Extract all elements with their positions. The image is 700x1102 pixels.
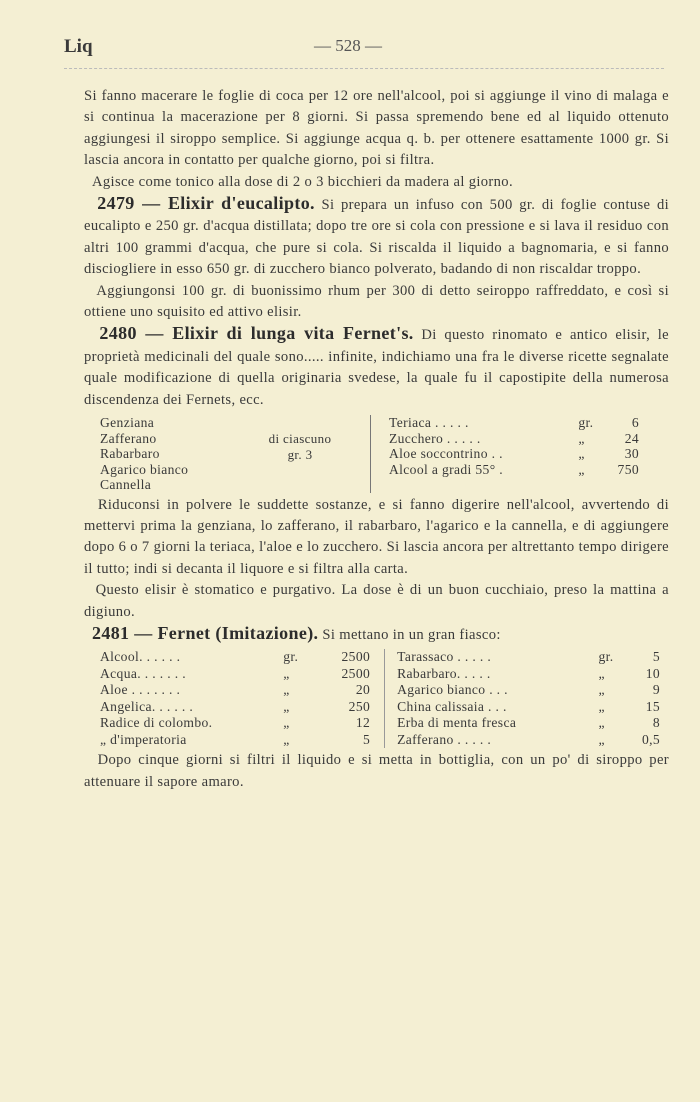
cell-r: Agarico bianco . . . (385, 682, 595, 699)
recipe-2481 (84, 623, 669, 646)
paragraph (84, 172, 669, 193)
cell-lq: 250 (348, 698, 371, 714)
recipe-2480 (84, 323, 669, 411)
recipe-text: Si mettano in un gran fiasco: (322, 627, 501, 644)
name: Aloe soccontrino . . (389, 446, 503, 462)
recipe-text: Di questo rinomato e antico elisir, le proprietà medicinali del quale sono..... infinite, indichiamo una fra le diverse ricette segnalate quale modificazione di quella originaria svedese, la quale fu il capostipite della numerosa discendenza dei Fernets, ecc. (84, 327, 670, 408)
unit: „ (578, 430, 585, 446)
paragraph-text: Aggiungonsi 100 gr. di buonissimo rhum per 300 di detto seiroppo raffreddato, e così si ottiene uno squisito ed attivo elisir. (84, 282, 669, 321)
ingredient: Genziana (100, 415, 155, 431)
name: Teriaca . . . . . (389, 415, 469, 431)
cell-ru: „ (598, 682, 605, 698)
cell-r: Rabarbaro. . . . . (385, 666, 595, 683)
recipe-title: 2481 — Fernet (Imitazione). (92, 623, 319, 644)
cell-rq: 8 (652, 715, 660, 731)
qty: 30 (624, 446, 639, 462)
cell-rq: 15 (645, 698, 660, 714)
recipe-title: 2480 — Elixir di lunga vita Fernet's. (99, 323, 414, 344)
page-number: — 528 — (314, 36, 382, 55)
ingredient-row (100, 732, 660, 749)
cell-rq: 10 (645, 665, 660, 681)
qty: 750 (617, 461, 639, 477)
paragraph-text: Riduconsi in polvere le suddette sostanze, e si fanno digerire nell'alcool, avvertendo di mettervi prima la genziana, lo zafferano, il rabarbaro, l'agarico e la cannella, e di aggiungere dopo 6 o 7 giorni la teriaca, l'aloe e lo zucchero. Si lascia ancora per altrettanto tempo dirigere il tutto; indi si decanta il liquore e si filtra alla carta. (84, 496, 669, 577)
recipe-title: 2479 — Elixir d'eucalipto. (97, 193, 315, 214)
paragraph (84, 495, 669, 581)
paragraph (84, 580, 669, 623)
cell-l: Aloe . . . . . . . (100, 682, 181, 698)
name: Alcool a gradi 55° . (389, 461, 503, 477)
ingredient-row (389, 446, 639, 462)
cell-l: Angelica. . . . . . (100, 698, 194, 714)
cell-lu: „ (283, 715, 290, 731)
left-ingredients (100, 415, 230, 493)
cell-r: Zafferano . . . . . (385, 732, 595, 749)
cell-ru: „ (598, 715, 605, 731)
cell-rq: 9 (652, 682, 660, 698)
cell-l: Acqua. . . . . . . (100, 665, 186, 681)
cell-lq: 20 (355, 682, 371, 698)
paragraph-text: Questo elisir è stomatico e purgativo. La dose è di un buon cucchiaio, preso la mattina a digiuno. (84, 582, 670, 620)
page-body (84, 86, 669, 793)
ingredient: Zafferano (100, 430, 157, 446)
cell-lq: 2500 (341, 665, 371, 681)
paragraph (84, 281, 669, 324)
cell-rq: 0,5 (641, 731, 660, 747)
paragraph: Si fanno macerare le foglie di coca per 12 ore nell'alcool, poi si aggiunge il vino di malaga e si continua la macerazione per 8 giorni. Si passa spremendo bene ed al liquido ottenuto aggiungesi il siroppo semplice. Si aggiunge acqua q. b. per ottenere esattamente 1000 gr. Si lascia ancora in contatto per qualche giorno, poi si filtra. (84, 88, 669, 169)
cell-r: Erba di menta fresca (385, 715, 595, 732)
unit: gr. (578, 415, 594, 431)
ingredient-row (389, 462, 639, 478)
section-label: Liq (64, 36, 93, 57)
name: Zucchero . . . . . (389, 430, 481, 446)
page-header (64, 36, 660, 62)
cell-ru: gr. (598, 649, 614, 665)
ingredient-row (100, 682, 660, 699)
ingredient-row (389, 431, 639, 447)
right-ingredients (371, 415, 661, 493)
ingredient: Rabarbaro (100, 446, 160, 462)
cell-lu: „ (283, 731, 290, 747)
cell-r: China calissaia . . . (385, 699, 595, 716)
paragraph (84, 750, 669, 793)
ingredient: Agarico bianco (100, 461, 189, 477)
paragraph-text: Agisce come tonico alla dose di 2 o 3 bicchieri da madera al giorno. (92, 173, 513, 190)
cell-l: Alcool. . . . . . (100, 649, 181, 665)
cell-ru: „ (598, 698, 605, 714)
recipe-2479 (84, 193, 669, 281)
header-rule (64, 68, 664, 69)
ingredients-table-2480 (100, 415, 660, 493)
brace-note (230, 415, 371, 493)
cell-rq: 5 (652, 649, 660, 665)
brace-text: di ciascuno (268, 431, 332, 447)
cell-lq: 12 (355, 715, 371, 731)
ingredient-row (100, 699, 660, 716)
brace-qty: gr. 3 (287, 446, 313, 462)
cell-lu: gr. (283, 649, 299, 665)
ingredient-row (100, 715, 660, 732)
cell-l: „ d'imperatoria (100, 731, 187, 747)
unit: „ (578, 446, 585, 462)
recipe-text: Si prepara un infuso con 500 gr. di foglie contuse di eucalipto e 250 gr. d'acqua distillata; dopo tre ore si cola con pressione e si lava il residuo con altri 100 grammi d'acqua, che pure si cola. Si riscalda il liquido a bagnomaria, e si fanno disciogliere in esso 650 gr. di zucchero bianco polverato, badando di non riscaldar troppo. (84, 197, 670, 278)
cell-lq: 2500 (341, 649, 371, 665)
ingredient-row (100, 649, 660, 666)
cell-r: Tarassaco . . . . . (385, 649, 595, 666)
unit: „ (578, 461, 585, 477)
ingredients-table-2481 (100, 649, 660, 748)
cell-l: Radice di colombo. (100, 715, 213, 731)
cell-lq: 5 (362, 731, 371, 747)
ingredient-row (100, 666, 660, 683)
cell-lu: „ (283, 682, 290, 698)
ingredient: Cannella (100, 477, 152, 493)
ingredient-row (389, 415, 639, 431)
qty: 24 (624, 430, 639, 446)
cell-ru: „ (598, 665, 605, 681)
cell-lu: „ (283, 665, 290, 681)
cell-lu: „ (283, 698, 290, 714)
qty: 6 (631, 415, 639, 431)
cell-ru: „ (598, 731, 605, 747)
paragraph-text: Dopo cinque giorni si filtri il liquido e si metta in bottiglia, con un po' di siroppo per attenuare il sapore amaro. (84, 752, 669, 790)
